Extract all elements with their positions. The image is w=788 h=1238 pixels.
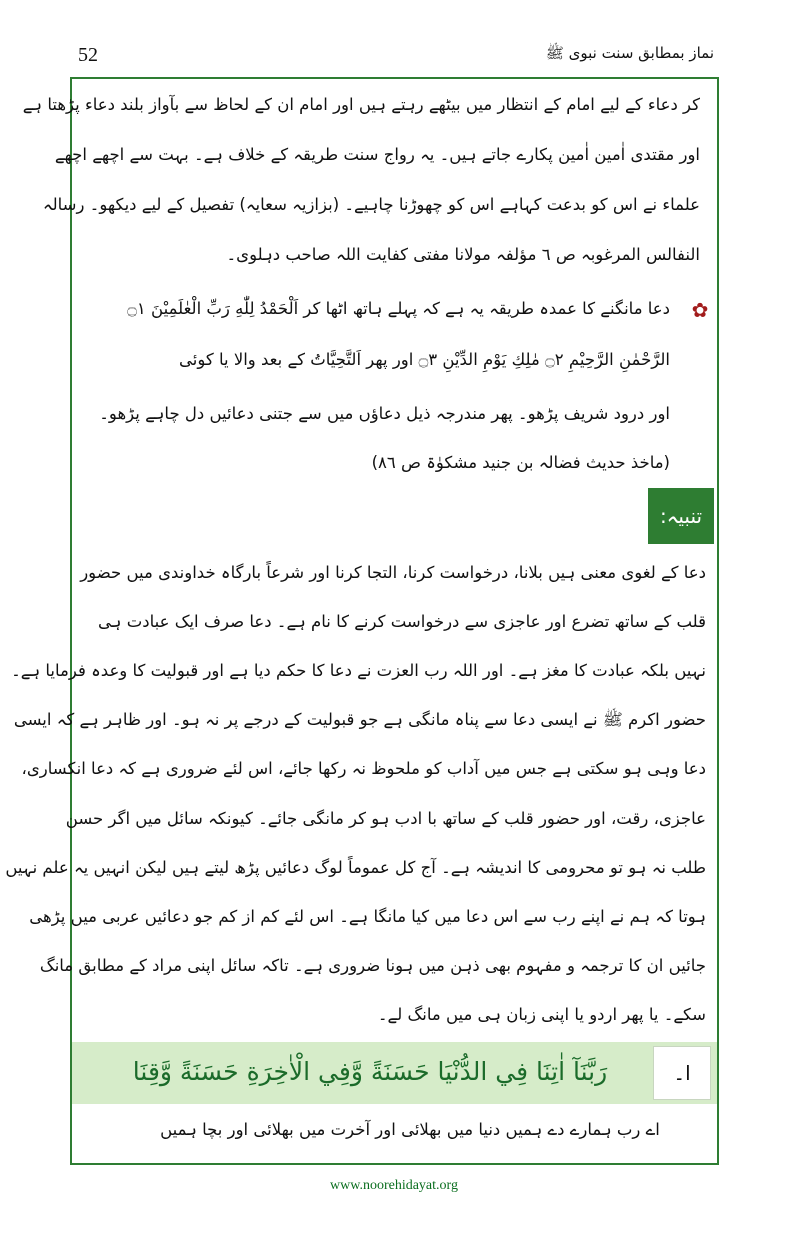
para3-line-8: ہوتا کہ ہم نے اپنے رب سے اس دعا میں کیا مانگا ہے۔ اس لئے کم از کم جو دعائیں عربی میں پڑھی bbox=[29, 907, 706, 926]
para2-line-2: الرَّحْمٰنِ الرَّحِيْمِ ۝۲ مٰلِكِ يَوْمِ الدِّيْنِ ۝۳ اور پھر اَلتَّحِيَّاتُ کے بعد والا یا کوئی bbox=[178, 350, 670, 369]
page-number: 52 bbox=[78, 44, 98, 66]
tanbeeh-label: تنبیہ: bbox=[648, 488, 714, 544]
para2-source: (ماخذ حدیث فضالہ بن جنید مشکوٰۃ ص ٨٦) bbox=[371, 453, 670, 472]
para3-line-6: عاجزی، رقت، اور حضور قلب کے ساتھ با ادب ہو کر مانگی جائے۔ کیونکہ سائل میں اگر حسن bbox=[65, 809, 706, 828]
para1-line-4: النفالس المرغوبہ ص ٦ مؤلفہ مولانا مفتی کفایت اللہ صاحب دہلوی۔ bbox=[226, 245, 700, 264]
para3-line-5: دعا وہی ہو سکتی ہے جس میں آداب کو ملحوظ نہ رکھا جائے، اس لئے ضروری ہے کہ دعا انکساری، bbox=[21, 759, 706, 778]
para1-line-2: اور مقتدی اٰمین اٰمین پکارے جاتے ہیں۔ یہ رواج سنت طریقہ کے خلاف ہے۔ بہت سے اچھے اچھے bbox=[54, 145, 700, 164]
para3-line-7: طلب نہ ہو تو محرومی کا اندیشہ ہے۔ آج کل عموماً لوگ دعائیں پڑھ لیتے ہیں لیکن انہیں یہ علم نہیں bbox=[5, 858, 706, 877]
dua-arabic-text: رَبَّنَآ اٰتِنَا فِي الدُّنْيَا حَسَنَةً وَّفِي الْاٰخِرَةِ حَسَنَةً وَّقِنَا bbox=[132, 1057, 608, 1086]
para3-line-1: دعا کے لغوی معنی ہیں بلانا، درخواست کرنا، التجا کرنا اور شرعاً بارگاہ خداوندی میں حضور bbox=[80, 563, 706, 582]
para1-line-3: علماء نے اس کو بدعت کہاہے اس کو چھوڑنا چاہیے۔ (بزازیہ سعایہ) تفصیل کے لیے دیکھو۔ رسالہ bbox=[42, 195, 700, 214]
dua-number: ا۔ bbox=[653, 1046, 711, 1100]
para1-line-1: کر دعاء کے لیے امام کے انتظار میں بیٹھے رہتے ہیں اور امام ان کے لحاظ سے بآواز بلند دعاء پڑھتا ہے bbox=[22, 95, 700, 114]
dua-translation: اے رب ہمارے دے ہمیں دنیا میں بھلائی اور آخرت میں بھلائی اور بچا ہمیں bbox=[160, 1120, 660, 1139]
para3-line-9: جائیں ان کا ترجمہ و مفہوم بھی ذہن میں ہونا ضروری ہے۔ تاکہ سائل اپنی مراد کے مطابق مانگ bbox=[39, 956, 706, 975]
para3-line-2: قلب کے ساتھ تضرع اور عاجزی سے درخواست کرنے کا نام ہے۔ دعا صرف ایک عبادت ہی bbox=[98, 612, 706, 631]
para2-line-1: دعا مانگنے کا عمدہ طریقہ یہ ہے کہ پہلے ہاتھ اٹھا کر اَلْحَمْدُ لِلّٰهِ رَبِّ الْعٰلَمِيْنَ ۝۱ bbox=[127, 299, 670, 318]
para3-line-3: نہیں بلکہ عبادت کا مغز ہے۔ اور اللہ رب العزت نے دعا کا حکم دیا ہے اور قبولیت کا وعدہ فرمایا ہے۔ bbox=[11, 661, 706, 680]
footer-url[interactable]: www.noorehidayat.org bbox=[330, 1178, 458, 1193]
para3-line-10: سکے۔ یا پھر اردو یا اپنی زبان ہی میں مانگ لے۔ bbox=[377, 1005, 706, 1024]
para3-line-4: حضور اکرم ﷺ نے ایسی دعا سے پناہ مانگی ہے جو قبولیت کے درجے پر نہ ہو۔ اور ظاہر ہے کہ ایسی bbox=[13, 710, 706, 729]
flower-bullet-icon: ✿ bbox=[691, 298, 709, 322]
para2-line-3: اور درود شریف پڑھو۔ پھر مندرجہ ذیل دعاؤں میں سے جتنی دعائیں دل چاہے پڑھو۔ bbox=[99, 404, 670, 423]
running-title: نماز بمطابق سنت نبوی ﷺ bbox=[545, 44, 714, 62]
